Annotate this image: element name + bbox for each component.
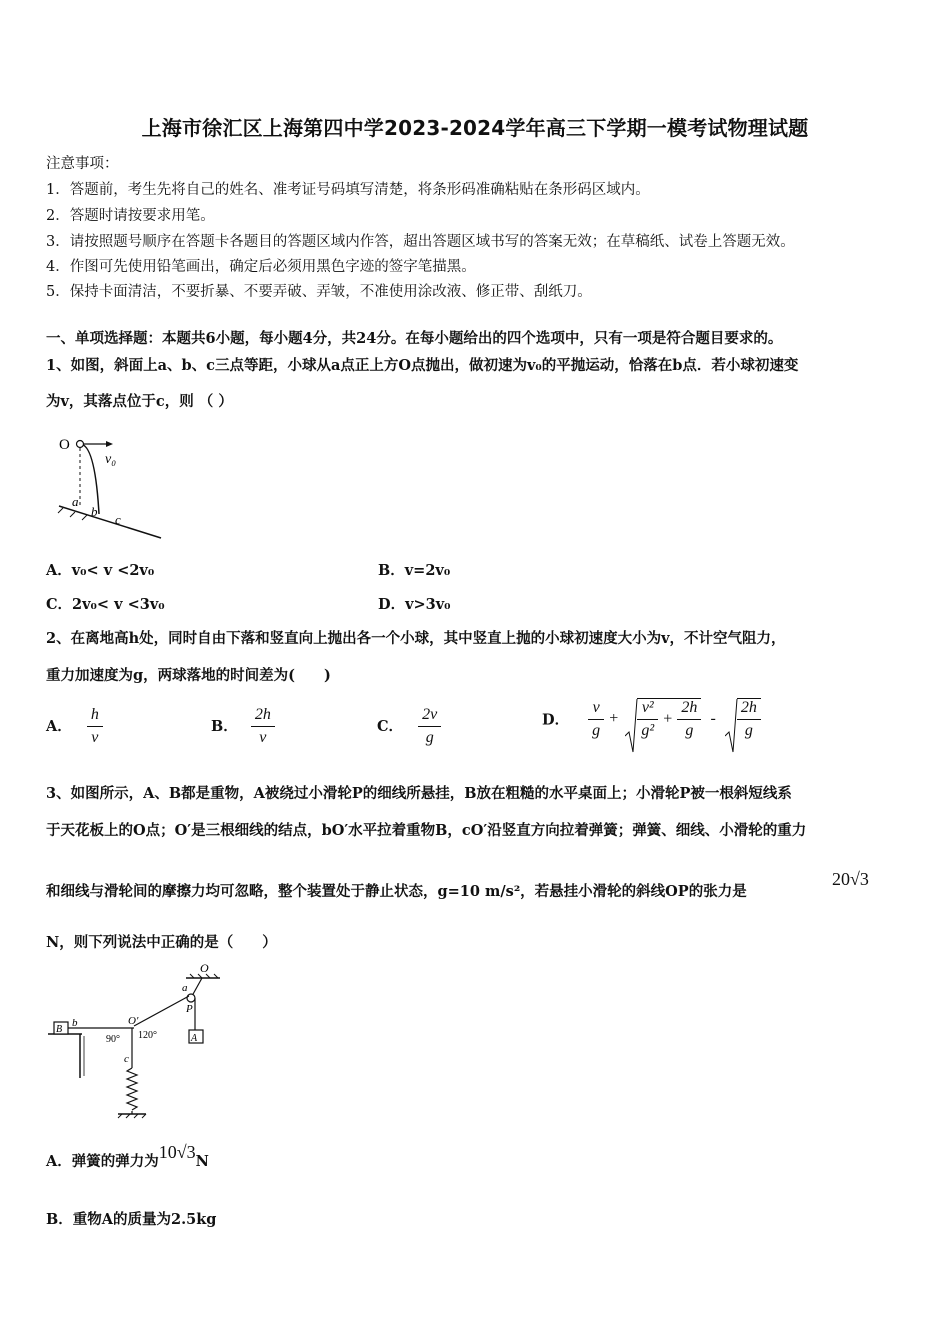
fraction bbox=[251, 706, 275, 747]
label-v0: v₀ bbox=[105, 452, 117, 467]
label-O-prime: O′ bbox=[128, 1015, 139, 1027]
fraction bbox=[588, 699, 604, 740]
sqrt-expression: $\frac{\text{v²}}{\text{g²}}$ + $\frac{2h}{g}$ bbox=[637, 698, 701, 740]
radical-icon bbox=[725, 698, 738, 754]
denominator: v bbox=[251, 726, 275, 747]
option-label: C． bbox=[377, 718, 404, 735]
q3-stem-line1: 3、如图所示，A、B都是重物，A被绕过小滑轮P的细线所悬挂，B放在粗糙的水平桌面上；小滑轮P被一根斜短线系 bbox=[46, 785, 792, 802]
numerator: v bbox=[592, 698, 600, 716]
q1-option-d[interactable]: D．v>3v₀ bbox=[378, 596, 451, 613]
q1-option-a[interactable]: A．v₀< v <2v₀ bbox=[46, 562, 155, 579]
q2-stem-line2: 重力加速度为g，两球落地的时间差为( ) bbox=[46, 667, 331, 684]
numerator: 2h bbox=[254, 706, 271, 723]
notice-item: 5．保持卡面清洁，不要折暴、不要弄破、弄皱，不准使用涂改液、修正带、刮纸刀。 bbox=[46, 284, 592, 300]
q3-stem-line4: N，则下列说法中正确的是（ ） bbox=[46, 934, 277, 951]
label-b: b bbox=[72, 1017, 78, 1029]
radical-icon bbox=[625, 698, 638, 754]
option-unit: N bbox=[195, 1153, 209, 1170]
q2-option-b[interactable] bbox=[211, 706, 275, 747]
q1-figure bbox=[55, 428, 170, 543]
q3-figure bbox=[44, 960, 234, 1120]
q1-option-c[interactable]: C．2v₀< v <3v₀ bbox=[46, 596, 165, 613]
ball-icon bbox=[77, 441, 84, 448]
notice-item: 2．答题时请按要求用笔。 bbox=[46, 208, 215, 224]
denominator: g² bbox=[637, 719, 658, 740]
fraction bbox=[637, 699, 658, 740]
q3-option-a[interactable] bbox=[46, 1142, 209, 1171]
label-P: P bbox=[186, 1003, 193, 1015]
fraction bbox=[87, 706, 103, 747]
option-label: D． bbox=[542, 711, 570, 729]
label-a: a bbox=[72, 494, 79, 509]
q1-stem-line1: 1、如图，斜面上a、b、c三点等距，小球从a点正上方O点抛出，做初速为v₀的平抛运动，恰落在b点．若小球初速变 bbox=[46, 357, 799, 374]
notice-item: 4．作图可先使用铅笔画出，确定后必须用黑色字迹的签字笔描黑。 bbox=[46, 259, 476, 275]
notice-heading: 注意事项： bbox=[46, 156, 119, 172]
label-b: b bbox=[91, 504, 98, 519]
fraction bbox=[418, 706, 441, 747]
denominator: g bbox=[588, 719, 604, 740]
sqrt-expression bbox=[737, 698, 761, 740]
q1-stem-line2: 为v，其落点位于c，则 （ ） bbox=[46, 393, 233, 410]
option-label: B． bbox=[211, 718, 238, 735]
numerator: 2v bbox=[422, 706, 438, 723]
numerator: 2h bbox=[740, 699, 757, 716]
pulley-icon bbox=[187, 994, 195, 1002]
page-title: 上海市徐汇区上海第四中学2023-2024学年高三下学期一模考试物理试题 bbox=[141, 116, 809, 140]
label-O: O bbox=[200, 961, 209, 975]
numerator: v² bbox=[641, 699, 654, 716]
section-heading: 一、单项选择题：本题共6小题，每小题4分，共24分。在每小题给出的四个选项中，只有一项是符合题目要求的。 bbox=[46, 330, 783, 347]
label-A: A bbox=[191, 1033, 198, 1044]
denominator: g bbox=[737, 719, 761, 740]
label-a: a bbox=[182, 982, 188, 994]
q2-stem-line1: 2、在离地高h处，同时自由下落和竖直向上抛出各一个小球，其中竖直上抛的小球初速度大小为v，不计空气阻力， bbox=[46, 630, 786, 647]
label-c: c bbox=[115, 512, 121, 527]
label-O: O bbox=[59, 437, 70, 453]
denominator: g bbox=[418, 726, 441, 747]
spring-force-value: 10√3 bbox=[158, 1142, 196, 1162]
denominator: g bbox=[677, 719, 701, 740]
option-text: A．弹簧的弹力为 bbox=[46, 1153, 159, 1170]
minus-sign: - bbox=[710, 710, 716, 727]
fraction bbox=[737, 699, 761, 740]
plus-sign: + bbox=[609, 710, 619, 727]
q2-option-a[interactable] bbox=[46, 706, 103, 747]
q3-option-b[interactable]: B．重物A的质量为2.5kg bbox=[46, 1211, 217, 1228]
label-c: c bbox=[124, 1053, 129, 1065]
numerator: h bbox=[90, 706, 99, 723]
spring-icon bbox=[127, 1068, 137, 1110]
q3-stem-line3: 和细线与滑轮间的摩擦力均可忽略，整个装置处于静止状态，g=10 m/s²，若悬挂小滑轮的斜线OP的张力是 bbox=[46, 883, 747, 900]
notice-item: 1．答题前，考生先将自己的姓名、准考证号码填写清楚，将条形码准确粘贴在条形码区域内。 bbox=[46, 182, 650, 198]
angle-120: 120° bbox=[138, 1030, 157, 1041]
label-B: B bbox=[56, 1024, 63, 1035]
option-label: A． bbox=[46, 718, 72, 735]
q3-stem-line2: 于天花板上的O点；O′是三根细线的结点，bO′水平拉着重物B，cO′沿竖直方向拉着弹簧；弹簧、细线、小滑轮的重力 bbox=[46, 822, 807, 839]
tension-value: 20√3 bbox=[832, 869, 869, 889]
q2-option-d[interactable] bbox=[542, 698, 761, 740]
angle-90: 90° bbox=[106, 1034, 120, 1045]
fraction bbox=[677, 699, 701, 740]
q2-option-c[interactable] bbox=[377, 706, 441, 747]
incline-line bbox=[59, 506, 161, 538]
denominator: v bbox=[87, 726, 103, 747]
numerator: 2h bbox=[681, 699, 698, 716]
notice-item: 3．请按照题号顺序在答题卡各题目的答题区域内作答，超出答题区域书写的答案无效；在草稿纸、试卷上答题无效。 bbox=[46, 234, 795, 250]
q1-option-b[interactable]: B．v=2v₀ bbox=[378, 562, 451, 579]
